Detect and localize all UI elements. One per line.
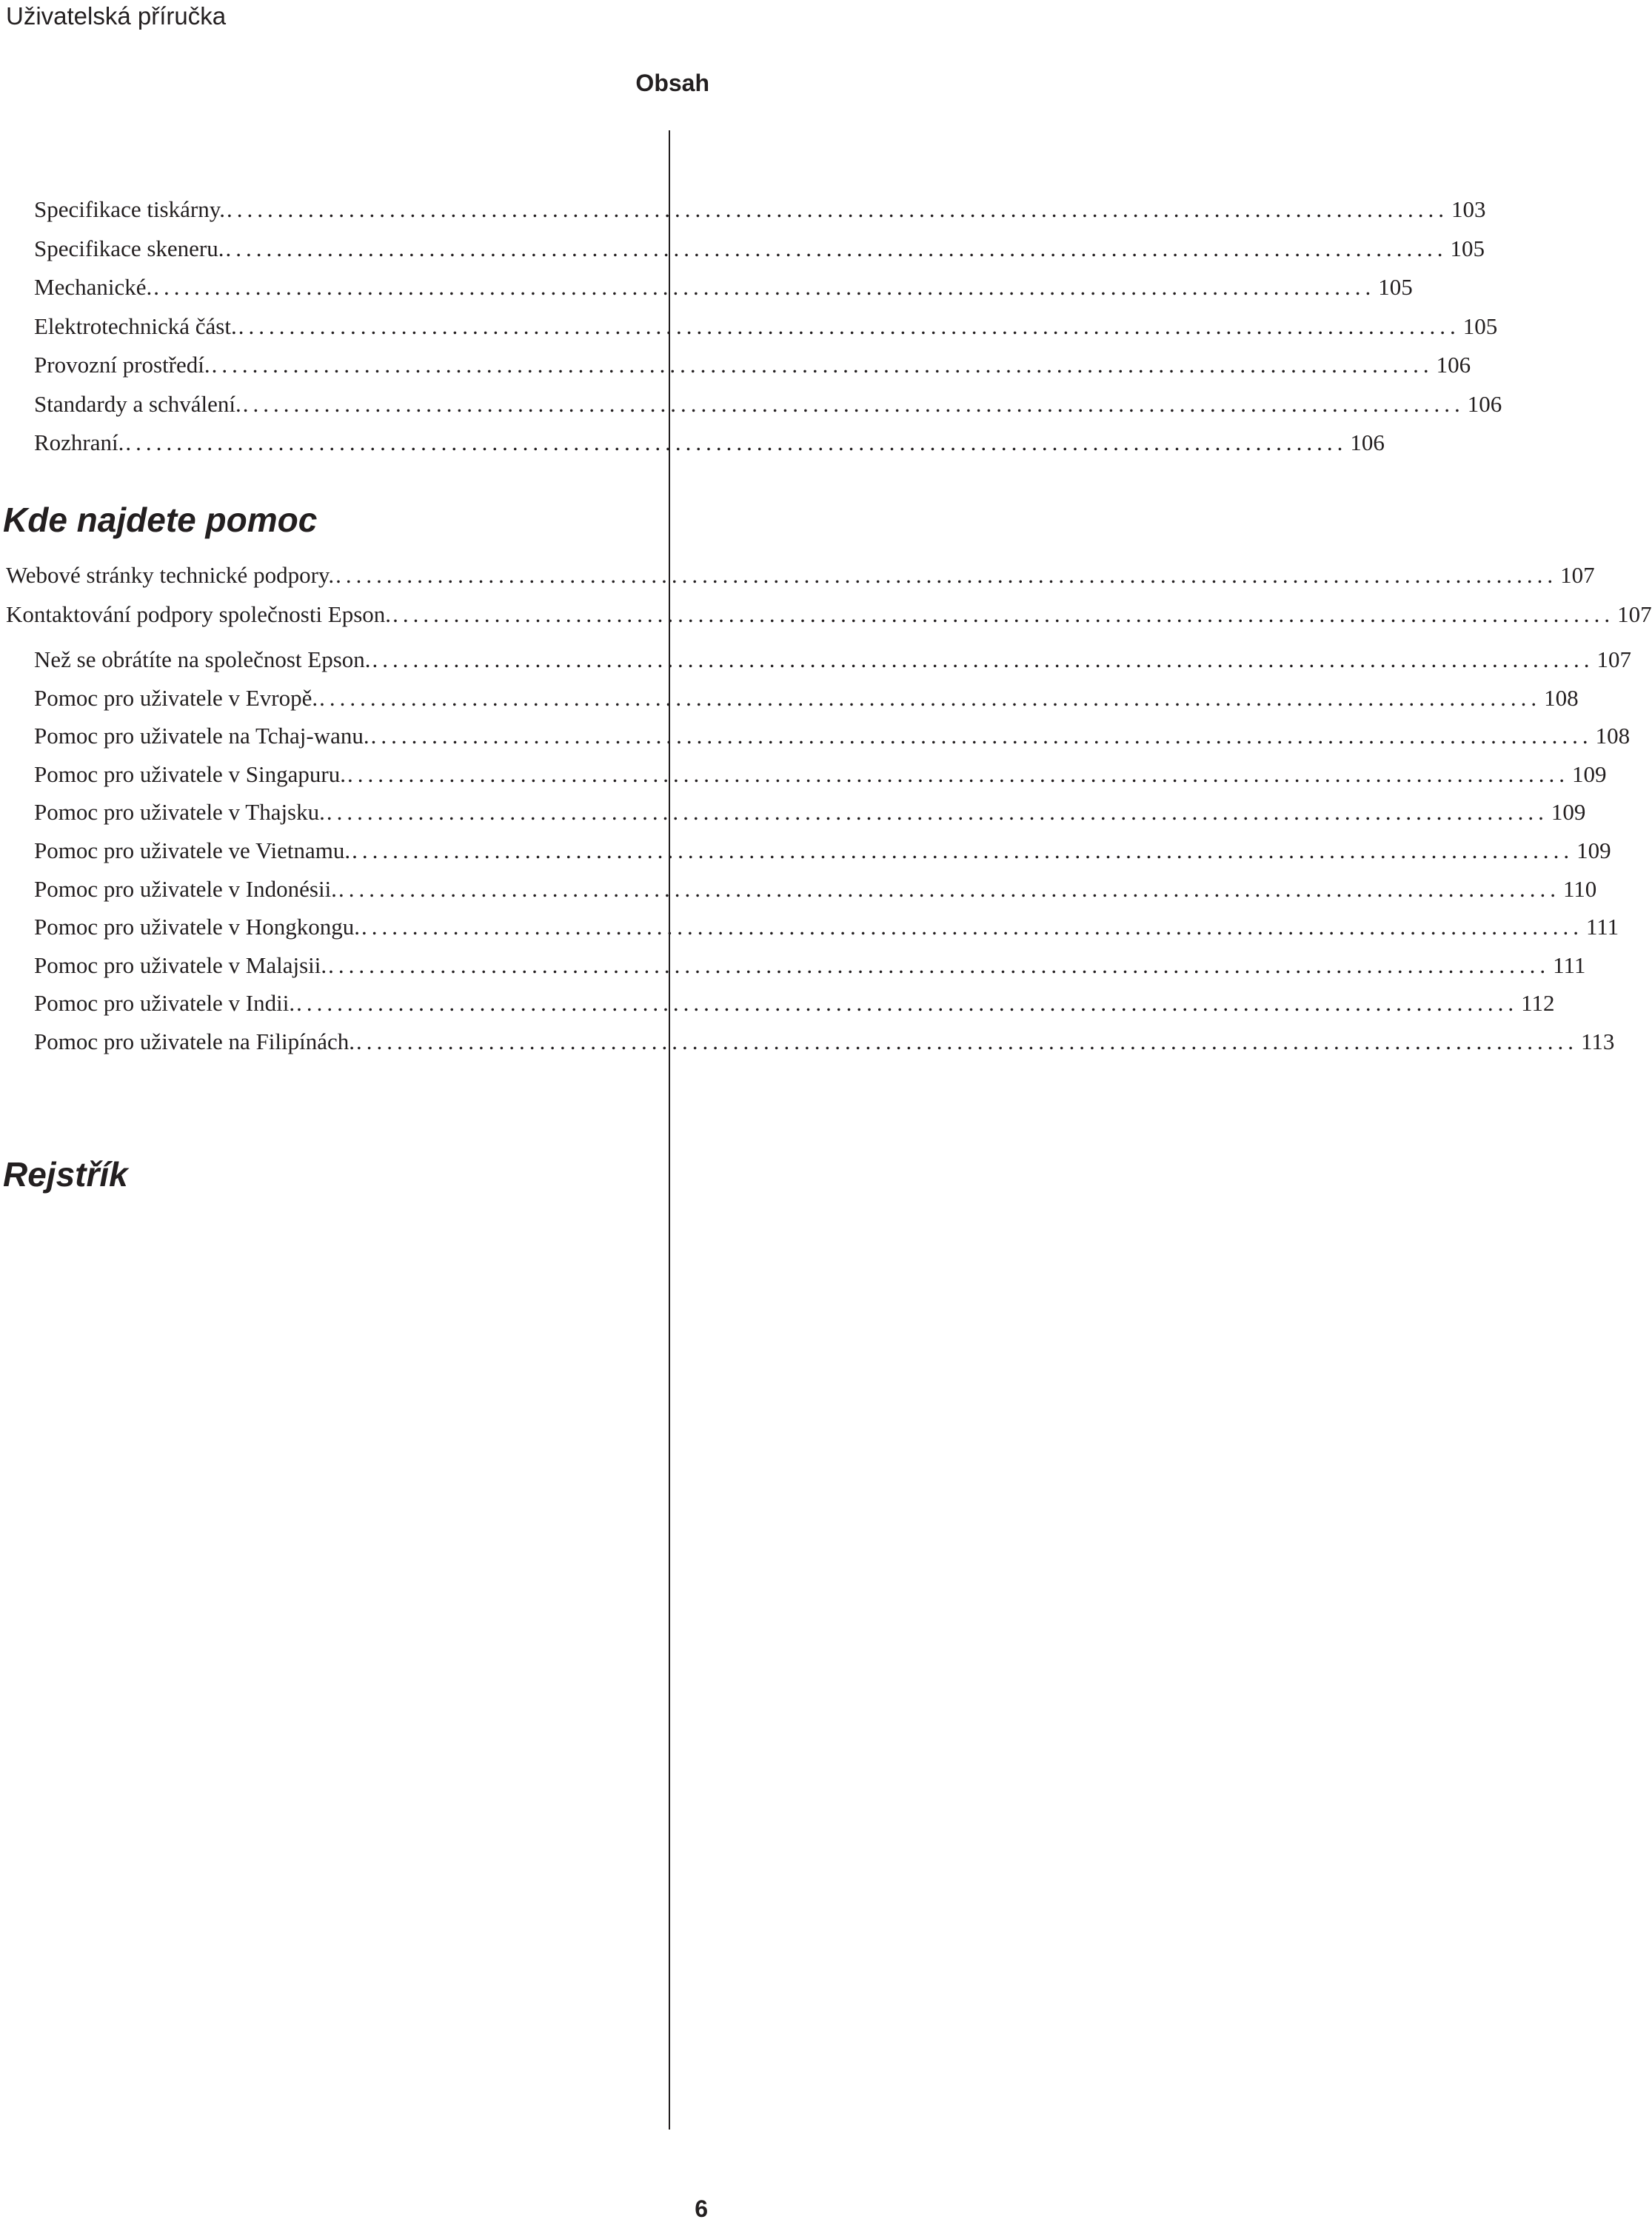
toc-entry[interactable] — [34, 947, 1586, 984]
toc-entry-page: 105 — [1378, 274, 1413, 300]
toc-entry[interactable] — [6, 596, 1652, 633]
toc-entry-page: 107 — [1596, 646, 1632, 672]
toc-entry-page: 112 — [1521, 990, 1555, 1017]
toc-entry-title: Pomoc pro uživatele v Malajsii. — [34, 951, 327, 978]
toc-entry-page: 108 — [1595, 723, 1631, 749]
toc-entry-page: 108 — [1544, 684, 1579, 711]
toc-entry-page: 110 — [1562, 875, 1597, 902]
toc-dot-leader: ........................................................................................................................ — [326, 799, 1548, 826]
toc-dot-leader: ........................................................................................................................ — [352, 837, 1574, 863]
toc-entry-page: 109 — [1551, 799, 1586, 826]
toc-entry-title: Provozní prostředí. — [34, 352, 210, 378]
toc-entry-title: Pomoc pro uživatele ve Vietnamu. — [34, 837, 351, 863]
toc-dot-leader: ........................................................................................................................ — [370, 723, 1593, 749]
heading-index: Rejstřík — [3, 1155, 128, 1194]
toc-dot-leader: ........................................................................................................................ — [153, 274, 1376, 300]
toc-dot-leader: ........................................................................................................................ — [211, 352, 1434, 378]
toc-entry[interactable] — [34, 230, 1485, 267]
toc-entry-title: Rozhraní. — [34, 429, 124, 455]
toc-dot-leader: ........................................................................................................................ — [356, 1028, 1579, 1054]
toc-entry-page: 106 — [1467, 390, 1502, 417]
toc-entry-title: Pomoc pro uživatele v Indii. — [34, 990, 295, 1017]
toc-dot-leader: ........................................................................................................................ — [242, 390, 1465, 417]
toc-entry[interactable] — [34, 832, 1611, 869]
toc-entry[interactable] — [34, 871, 1597, 908]
toc-entry-title: Specifikace tiskárny. — [34, 196, 225, 222]
toc-dot-leader: ........................................................................................................................ — [338, 875, 1560, 902]
toc-entry[interactable] — [34, 717, 1631, 755]
toc-dot-leader: ........................................................................................................................ — [392, 601, 1615, 627]
toc-dot-leader: ........................................................................................................................ — [335, 562, 1558, 588]
toc-entry[interactable] — [34, 269, 1413, 306]
toc-entry-page: 111 — [1585, 914, 1619, 940]
toc-entry-page: 106 — [1350, 429, 1385, 455]
toc-dot-leader: ........................................................................................................................ — [319, 684, 1542, 711]
toc-dot-leader: ........................................................................................................................ — [372, 646, 1594, 672]
toc-entry[interactable] — [34, 641, 1632, 678]
toc-entry-page: 109 — [1576, 837, 1611, 863]
toc-entry-title: Kontaktování podpory společnosti Epson. — [6, 601, 392, 627]
toc-entry-title: Než se obrátíte na společnost Epson. — [34, 646, 371, 672]
toc-dot-leader: ........................................................................................................................ — [226, 196, 1448, 222]
page-number: 6 — [695, 2195, 708, 2222]
toc-entry-page: 109 — [1572, 760, 1607, 787]
toc-entry-title: Elektrotechnická část. — [34, 312, 237, 339]
toc-dot-leader: ........................................................................................................................ — [125, 429, 1348, 455]
toc-entry-title: Mechanické. — [34, 274, 153, 300]
toc-entry[interactable] — [34, 794, 1586, 831]
toc-entry[interactable] — [34, 680, 1579, 717]
section-header-title: Obsah — [635, 70, 709, 96]
toc-entry-title: Specifikace skeneru. — [34, 235, 224, 261]
toc-entry-title: Standardy a schválení. — [34, 390, 241, 417]
toc-dot-leader: ........................................................................................................................ — [225, 235, 1448, 261]
toc-entry[interactable] — [34, 985, 1555, 1022]
toc-entry-title: Pomoc pro uživatele v Singapuru. — [34, 760, 346, 787]
toc-dot-leader: ........................................................................................................................ — [328, 951, 1551, 978]
toc-entry[interactable] — [34, 308, 1498, 345]
toc-dot-leader: ........................................................................................................................ — [347, 760, 1569, 787]
toc-entry-title: Pomoc pro uživatele na Filipínách. — [34, 1028, 355, 1054]
toc-dot-leader: ........................................................................................................................ — [296, 990, 1519, 1017]
toc-dot-leader: ........................................................................................................................ — [361, 914, 1583, 940]
toc-entry-page: 107 — [1617, 601, 1652, 627]
running-header-title: Uživatelská příručka — [6, 2, 227, 30]
toc-dot-leader: ........................................................................................................................ — [238, 312, 1460, 339]
toc-entry-page: 106 — [1436, 352, 1471, 378]
toc-entry-title: Pomoc pro uživatele v Thajsku. — [34, 799, 325, 826]
toc-entry-page: 113 — [1581, 1028, 1615, 1054]
toc-entry[interactable] — [34, 756, 1607, 793]
heading-help: Kde najdete pomoc — [3, 501, 318, 539]
toc-entry-title: Pomoc pro uživatele na Tchaj-wanu. — [34, 723, 369, 749]
toc-entry[interactable] — [34, 191, 1486, 228]
toc-entry-page: 107 — [1560, 562, 1595, 588]
toc-entry-page: 103 — [1451, 196, 1486, 222]
toc-entry[interactable] — [34, 386, 1502, 423]
toc-entry-page: 105 — [1462, 312, 1498, 339]
toc-entry[interactable] — [34, 909, 1619, 946]
toc-entry-title: Pomoc pro uživatele v Evropě. — [34, 684, 318, 711]
toc-entry[interactable] — [6, 557, 1595, 594]
toc-entry-title: Pomoc pro uživatele v Hongkongu. — [34, 914, 360, 940]
toc-entry[interactable] — [34, 1023, 1615, 1060]
toc-entry-page: 111 — [1553, 951, 1586, 978]
toc-entry-page: 105 — [1450, 235, 1485, 261]
toc-entry[interactable] — [34, 424, 1385, 461]
toc-entry[interactable] — [34, 347, 1471, 384]
toc-entry-title: Webové stránky technické podpory. — [6, 562, 335, 588]
toc-entry-title: Pomoc pro uživatele v Indonésii. — [34, 875, 337, 902]
